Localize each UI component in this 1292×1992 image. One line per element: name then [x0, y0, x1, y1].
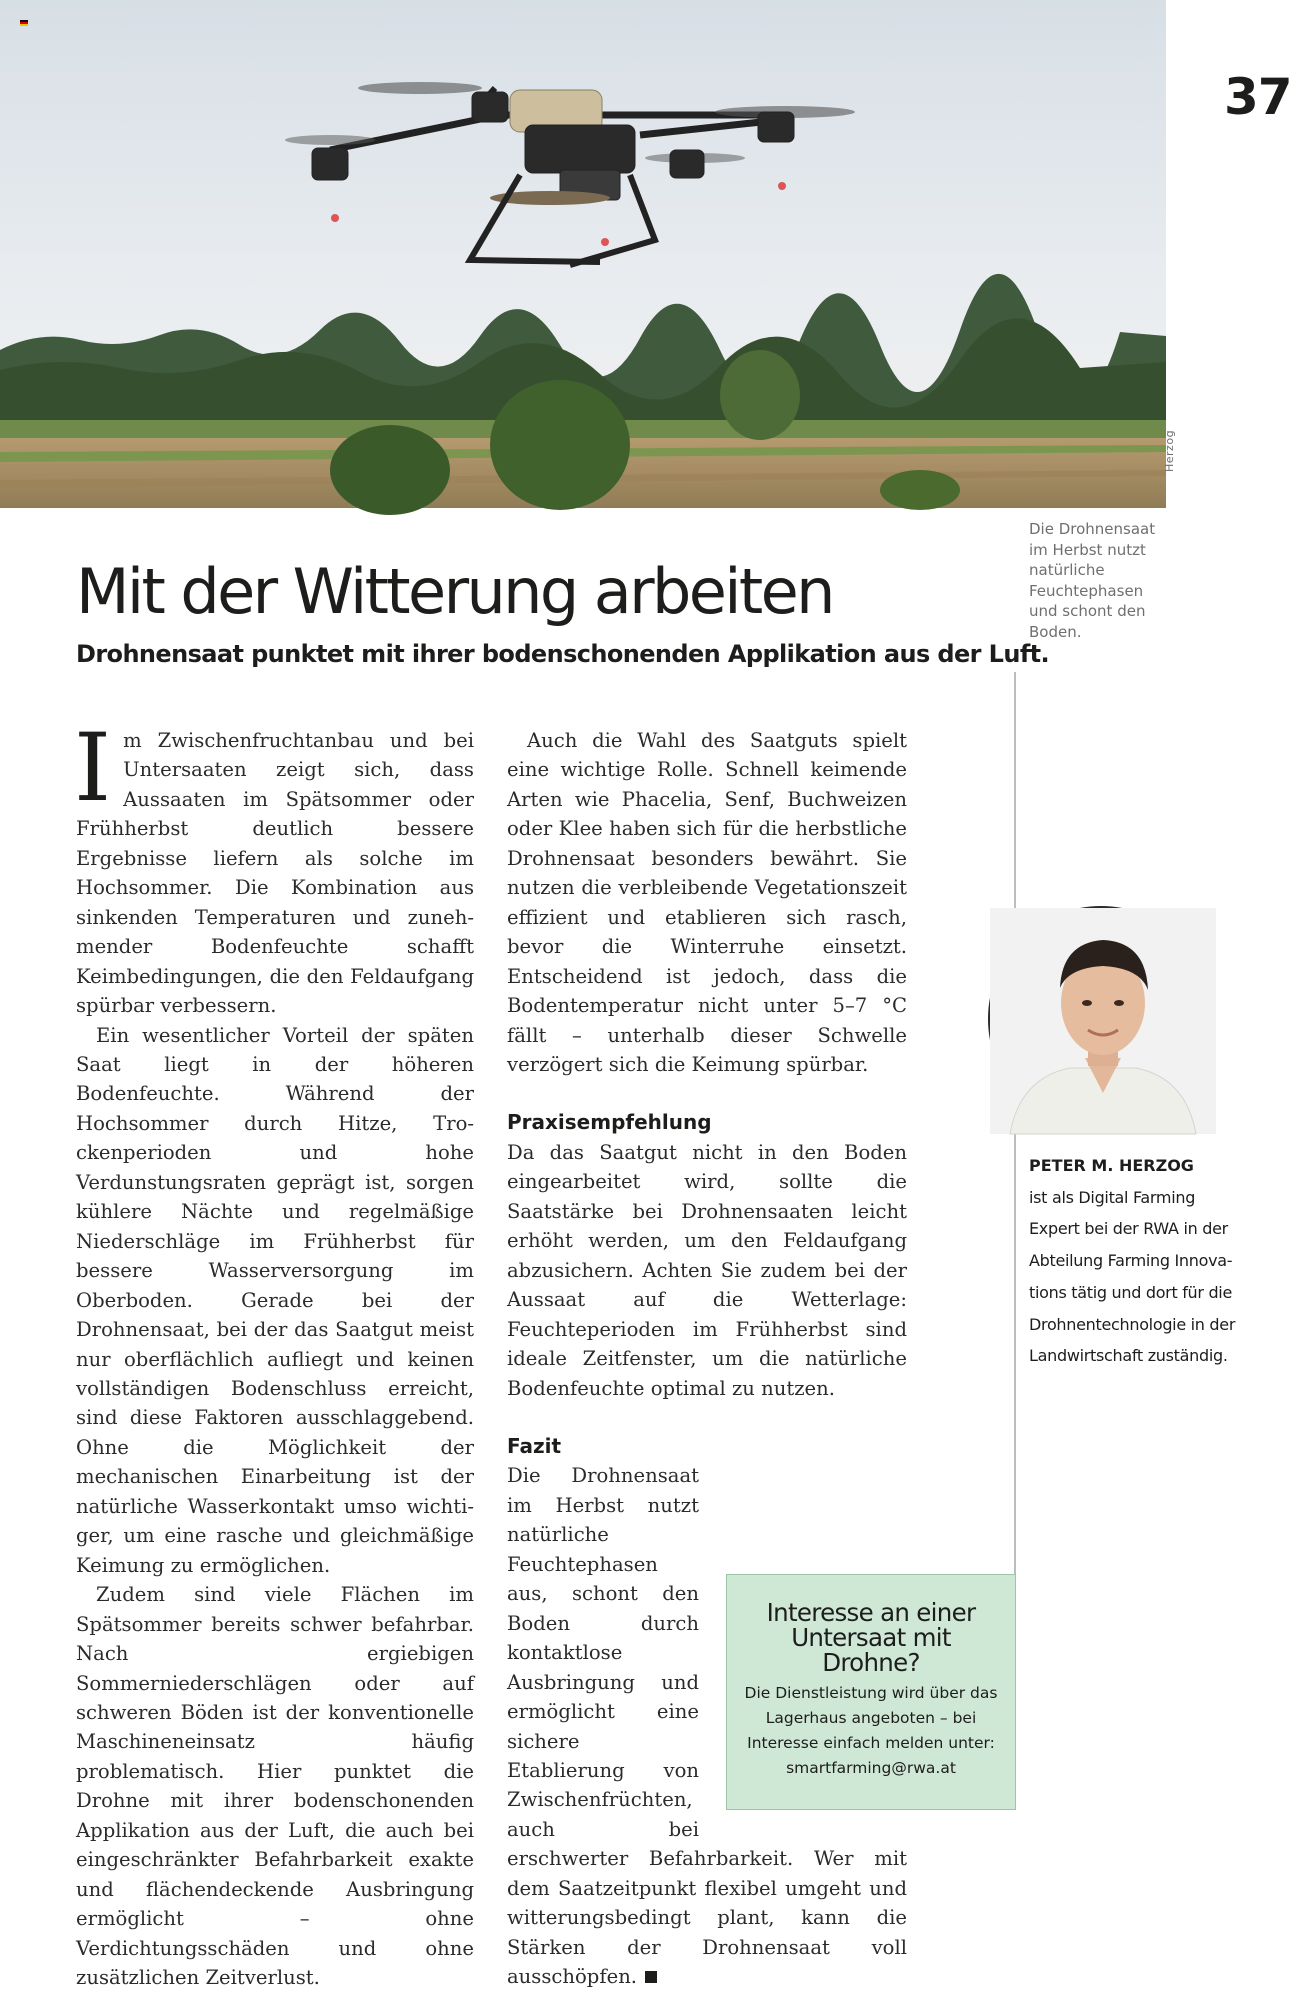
info-box-drone-service — [726, 1574, 1016, 1810]
info-box-text: Die Dienstleistung wird über das Lagerhaus angeboten – bei Interesse einfach melden unter: smartfarming@rwa.at — [744, 1684, 998, 1777]
paragraph-seed-choice: Auch die Wahl des Saatguts spielt eine wichtige Rolle. Schnell keimende Arten wie Phacelia, Senf, Buchweizen oder Klee haben sich für die herbstliche Drohnensaat besonders bewährt. Sie nutzen die verbleibende Vegetationszeit effizient und etablieren sich rasch, bevor die Winterruhe einsetzt. Entscheidend ist jedoch, dass die Bodentemperatur nicht unter 5–7 °C fällt – unterhalb dieser Schwelle verzögert sich die Keimung spürbar. — [507, 729, 907, 1076]
heading-praxisempfehlung: Praxisempfehlung — [507, 1110, 712, 1135]
photo-credit: Herzog — [1163, 429, 1176, 472]
author-description: ist als Digital Farming Expert bei der RWA in der Abteilung Farming Innovations tätig und dort für die Drohnentechnologie in der Landwirtschaft zuständig. — [1029, 1187, 1236, 1366]
article-column-left — [74, 714, 474, 1992]
paragraph-recommendation: Da das Saatgut nicht in den Boden eingearbeitet wird, sollte die Saatstärke bei Drohnensaaten leicht erhöht werden, um den Feldaufgang abzusichern. Achten Sie zudem bei der Aussaat auf die Wetterlage: Feuchteperioden im Frühherbst sind ideale Zeitfenster, um die natürliche Bodenfeuchte optimal zu nutzen. — [507, 1140, 907, 1400]
drone-field-illustration — [0, 0, 1166, 508]
author-name: PETER M. HERZOG — [1029, 1156, 1194, 1175]
photo-caption: Die Drohnensaat im Herbst nutzt natürliche Feuchtephasen und schont den Boden. — [1029, 520, 1156, 641]
page-number: 37 — [1224, 68, 1292, 126]
heading-fazit: Fazit — [507, 1433, 562, 1458]
article-title: Mit der Witterung arbeiten — [76, 555, 833, 628]
paragraph-trafficability: Zudem sind viele Flächen im Spätsommer bereits schwer befahrbar. Nach ergiebigen Sommerniederschlägen oder auf schweren Böden ist der konventionelle Maschineneinsatz häufig problematisch. Hier punktet die Drohne mit ihrer bodenschonenden Applikation aus der Luft, die auch bei eingeschränkter Befahrbarkeit exakte und flächendeckende Ausbringung ermöglicht – ohne Verdichtungsschäden und ohne zusätzlichen Zeitverlust. — [76, 1583, 474, 1990]
end-mark-icon — [645, 1971, 657, 1983]
author-portrait — [988, 906, 1214, 1132]
portrait-illustration — [990, 908, 1216, 1134]
author-bio — [1029, 1150, 1239, 1372]
dropcap: I — [74, 714, 112, 823]
hero-photo-drone — [0, 0, 1166, 508]
paragraph-conclusion-text: Die Drohnensaat im Herbst nutzt natürliche Feuchtephasen aus, schont den Boden durch kontaktlose Ausbringung und ermöglicht eine sichere Etablierung von Zwischenfrüchten, auch bei erschwerter Befahrbarkeit. Wer mit dem Saatzeitpunkt flexibel umgeht und witterungsbedingt plant, kann die Stärken der Drohnensaat voll ausschöpfen. — [507, 1464, 907, 1989]
article-subtitle: Drohnensaat punktet mit ihrer bodenschonenden Applikation aus der Luft. — [76, 640, 1050, 668]
info-box-title: Interesse an einer Untersaat mit Drohne? — [766, 1598, 976, 1677]
paragraph-soil-moisture: Ein wesentlicher Vorteil der späten Saat liegt in der höheren Bodenfeuchte. Während der Hochsommer durch Hitze, Trockenperioden und hohe Verdunstungsraten geprägt ist, sorgen kühlere Nächte und regelmäßige Niederschläge im Frühherbst für bessere Wasserversorgung im Oberboden. Gerade bei der Drohnensaat, bei der das Saatgut meist nur oberflächlich aufliegt und keinen vollständigen Bodenschluss erreicht, sind diese Faktoren ausschlaggebend. Ohne die Möglichkeit der mechanischen Einarbeitung ist der natürliche Wasserkontakt umso wichtiger, um eine rasche und gleichmäßige Keimung zu ermöglichen. — [76, 1023, 474, 1577]
paragraph-intro — [74, 714, 474, 1021]
flag-icon — [20, 20, 28, 26]
paragraph-intro-text: m Zwischenfruchtanbau und bei Untersaaten zeigt sich, dass Aussaaten im Spätsommer oder Frühherbst deutlich bessere Ergebnisse liefern als solche im Hochsommer. Die Kombination aus sinkenden Temperaturen und zunehmender Bodenfeuchte schafft Keimbedingungen, die den Feldaufgang spürbar verbessern. — [76, 729, 474, 1018]
